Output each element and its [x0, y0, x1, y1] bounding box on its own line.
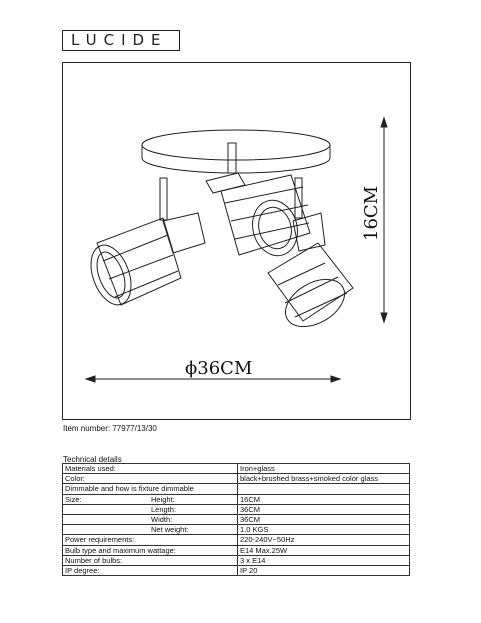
spec-label-cell [63, 464, 238, 474]
spec-label: Power requirements: [65, 535, 135, 545]
spec-label-cell [63, 514, 238, 524]
spec-value: 220-240V~50Hz [238, 535, 410, 545]
spec-row [63, 525, 410, 535]
product-drawing [62, 62, 411, 420]
spec-value: 1.0 KGS [238, 525, 410, 535]
spec-row [63, 535, 410, 545]
spec-row [63, 464, 410, 474]
spec-label-cell [63, 525, 238, 535]
spec-sublabel: Length: [151, 504, 177, 514]
brand-logo: LUCIDE [62, 30, 180, 51]
spec-label: Color: [65, 474, 86, 484]
spec-row [63, 565, 410, 575]
spec-value: IP 20 [238, 565, 410, 575]
spec-row [63, 494, 410, 504]
spec-sublabel: Net weight: [151, 525, 189, 535]
spec-row [63, 484, 410, 494]
spec-row [63, 555, 410, 565]
spec-label-cell [63, 555, 238, 565]
item-number: Item number: 77977/13/30 [63, 424, 157, 433]
spec-label-cell [63, 535, 238, 545]
spec-row [63, 474, 410, 484]
spec-label-cell [63, 504, 238, 514]
lamp-line-drawing [63, 63, 412, 421]
technical-details-table [62, 463, 410, 576]
spec-value: E14 Max.25W [238, 545, 410, 555]
spec-label-cell [63, 484, 238, 494]
spec-label: Number of bulbs: [65, 555, 123, 565]
width-dimension-label: ϕ36CM [185, 358, 253, 379]
spec-label: Dimmable and how is fixture dimmable [65, 484, 194, 494]
spec-value: 16CM [238, 494, 410, 504]
spec-row [63, 514, 410, 524]
spec-label: Materials used: [65, 464, 116, 474]
spec-value: black+brushed brass+smoked color glass [238, 474, 410, 484]
spec-value: 36CM [238, 514, 410, 524]
spec-value [238, 484, 410, 494]
spec-sublabel: Height: [151, 494, 175, 504]
spec-value: Iron+glass [238, 464, 410, 474]
spec-label-cell [63, 565, 238, 575]
spec-value: 3 x E14 [238, 555, 410, 565]
spec-label: Size: [65, 494, 82, 504]
technical-details-title: Technical details [63, 455, 122, 464]
spec-label: Bulb type and maximum wattage: [65, 545, 176, 555]
spec-sublabel: Width: [151, 515, 173, 525]
spec-label-cell [63, 474, 238, 484]
spec-label-cell [63, 494, 238, 504]
spec-row [63, 545, 410, 555]
height-dimension-label: 16CM [361, 185, 382, 241]
spec-value: 36CM [238, 504, 410, 514]
spec-row [63, 504, 410, 514]
spec-label: IP degree: [65, 565, 100, 575]
spec-label-cell [63, 545, 238, 555]
